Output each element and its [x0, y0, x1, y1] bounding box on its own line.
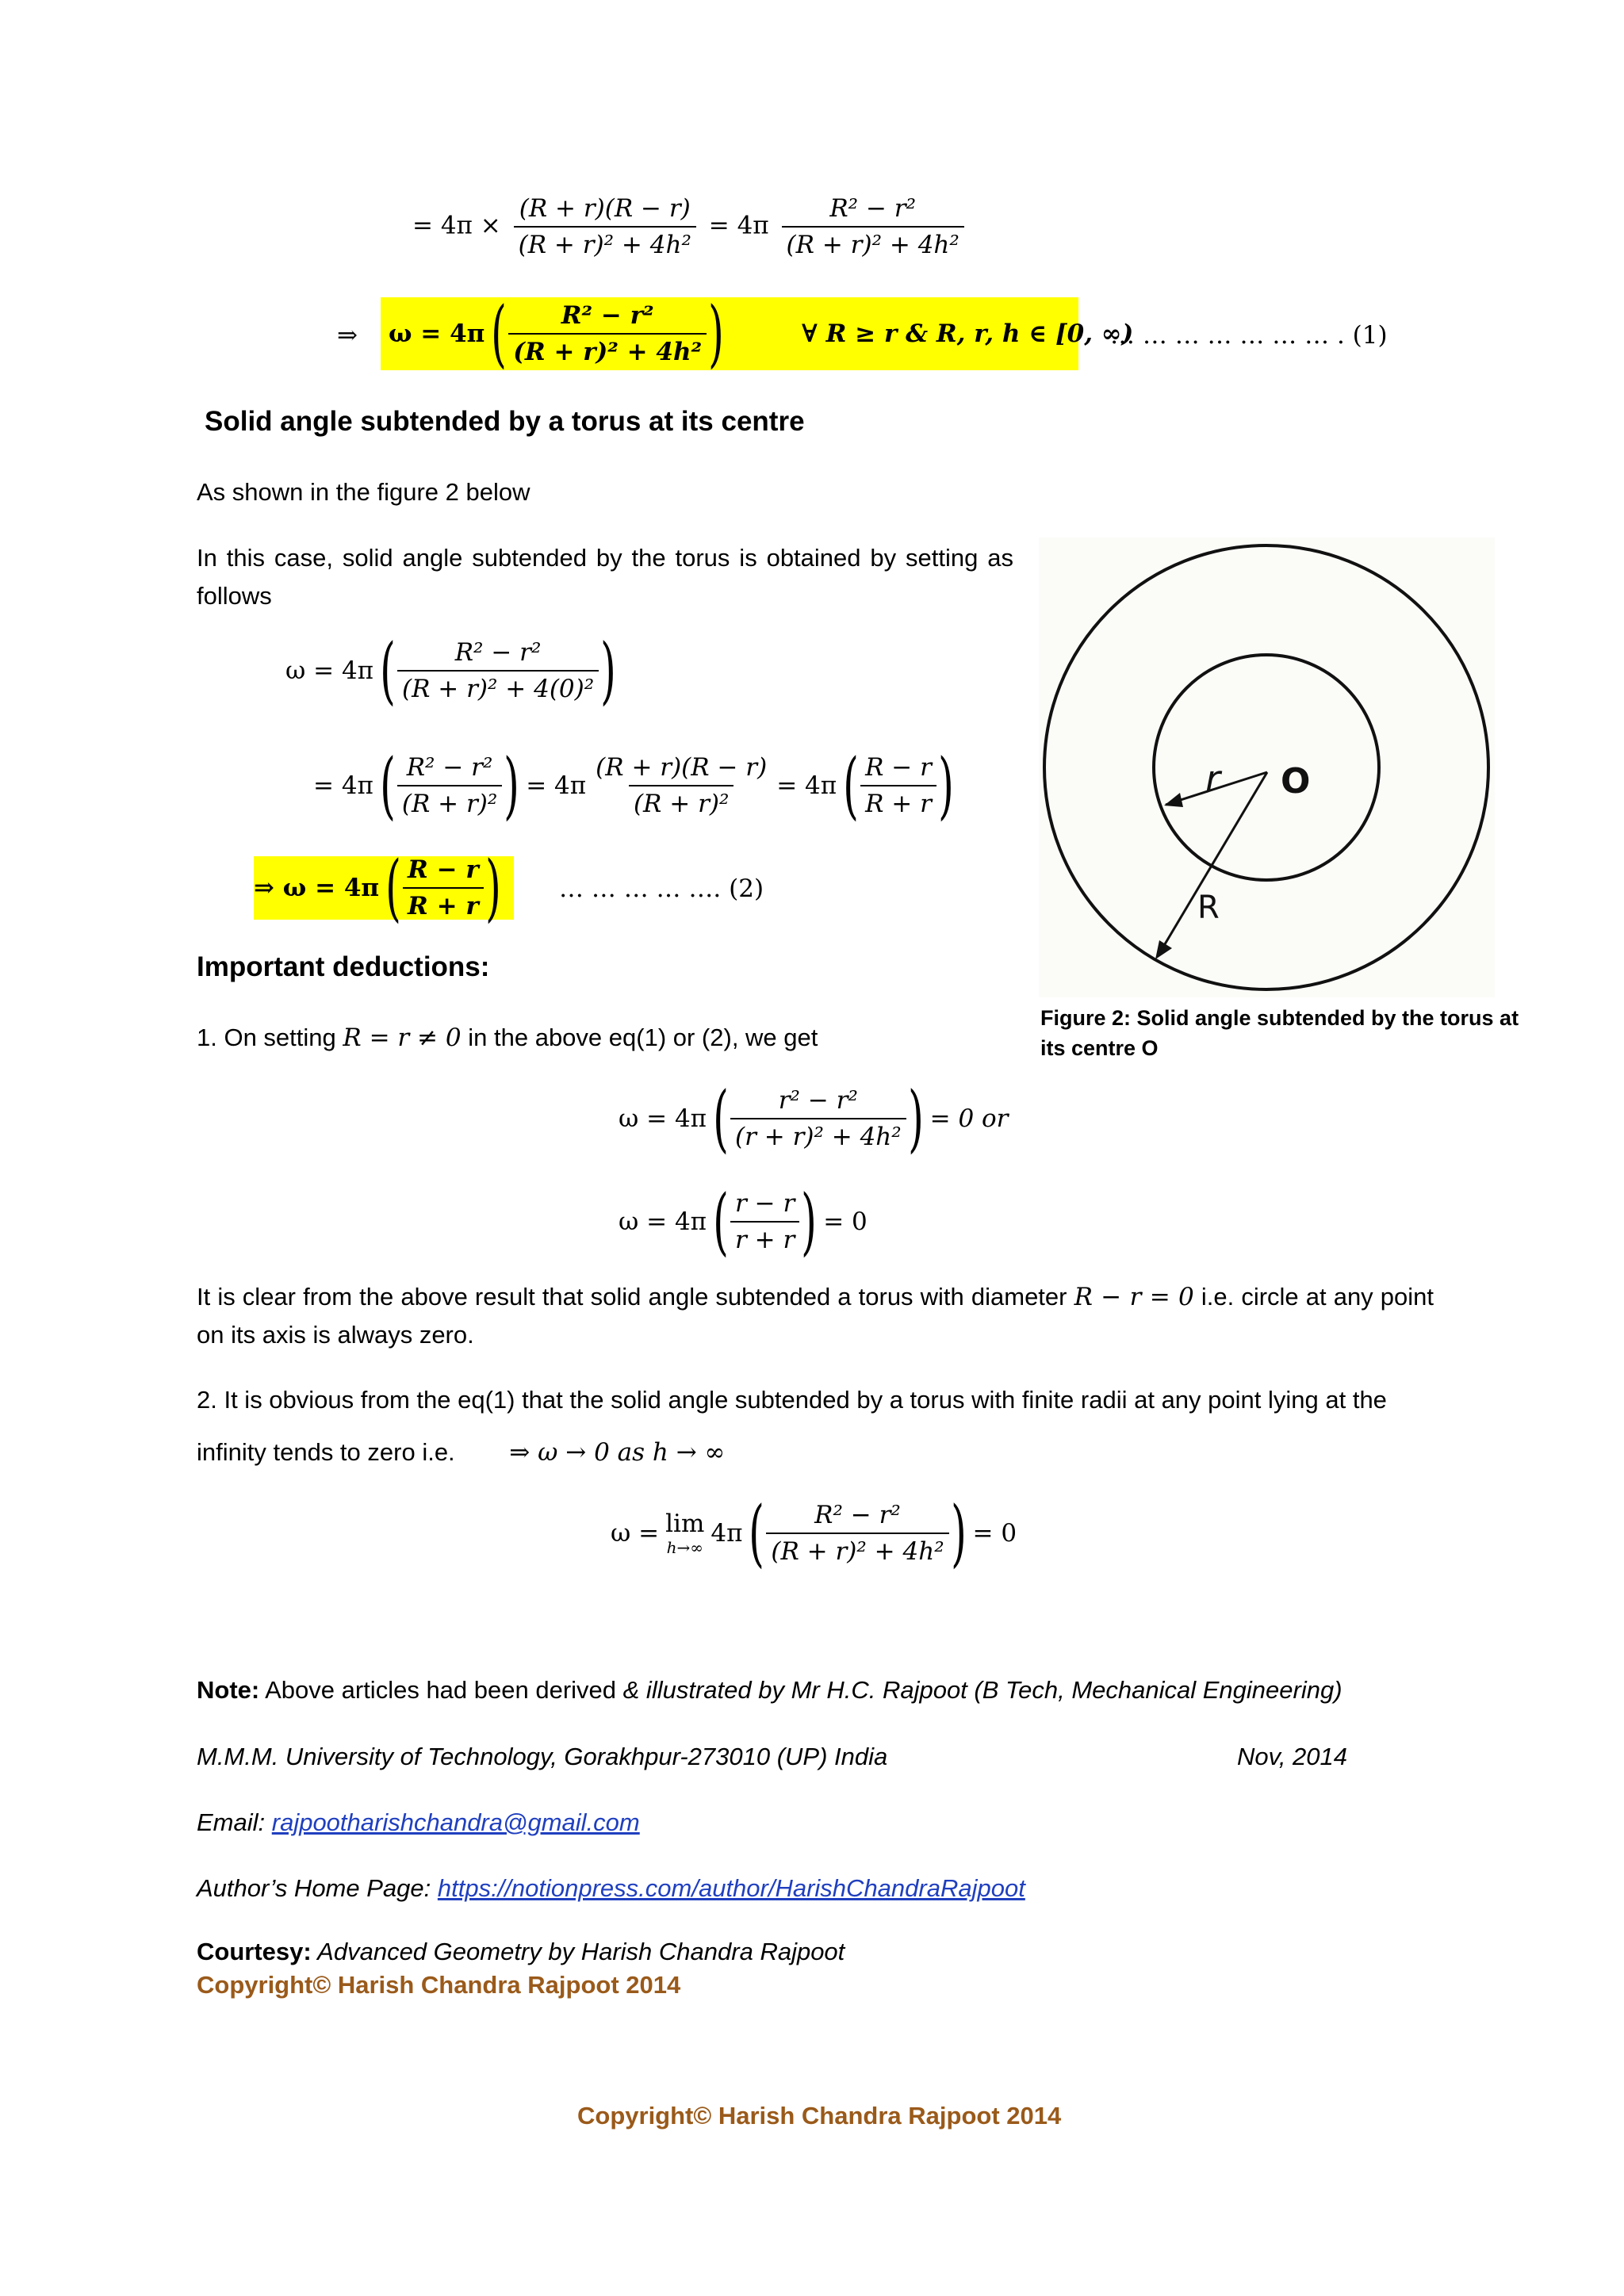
- eq-top-frac2: $\frac{\text{R² − r²}}{\text{(R + r)² + 4h²}}$: [782, 194, 964, 259]
- university: M.M.M. University of Technology, Gorakhpur-273010 (UP) India: [197, 1743, 888, 1770]
- deduction-1: 1. On setting R = r ≠ 0 in the above eq(1) or (2), we get: [197, 1024, 818, 1052]
- equation-2: ⇒ ω = 4π ( $\frac{R - r}{R + r}$ ): [254, 856, 514, 920]
- radius-R-arrowhead: [1155, 940, 1172, 959]
- equation-b: = 4π ( $\frac{\text{R² − r²}}{\text{(R + r)²}}$ ) = 4π $\frac{(R + r)(R - r)}{\text{(R + r)²}}$ = 4π ( $\frac{R - r}{R + r}$ ): [313, 743, 954, 828]
- deductions-title: Important deductions:: [197, 951, 490, 982]
- equation-a: ω = 4π ( $\frac{\text{R² − r²}}{\text{(R + r)² + 4(0)²}}$ ): [285, 628, 616, 713]
- label-r: r: [1205, 757, 1220, 800]
- figure-2: [1039, 538, 1495, 997]
- deduction-2: 2. It is obvious from the eq(1) that the solid angle subtended by a torus with finite radii at any point lying at the: [197, 1386, 1387, 1414]
- equation-1-tag: … … … … … … … . (1): [1110, 321, 1388, 350]
- footer-copyright: Copyright© Harish Chandra Rajpoot 2014: [577, 2102, 1062, 2130]
- equation-c: ω = 4π ( $\frac{\text{r² − r²}}{\text{(r + r)² + 4h²}}$ ) = 0 or: [619, 1076, 1009, 1161]
- torus-diagram: [1039, 538, 1495, 997]
- date: Nov, 2014: [1237, 1743, 1348, 1770]
- equation-2-tag: … … … … …. (2): [559, 874, 764, 903]
- radius-r-arrowhead: [1164, 793, 1183, 807]
- section-title: Solid angle subtended by a torus at its centre: [205, 406, 805, 437]
- copyright: Copyright© Harish Chandra Rajpoot 2014: [197, 1971, 681, 1999]
- note: Note: Above articles had been derived & illustrated by Mr H.C. Rajpoot (B Tech, Mechanical Engineering): [197, 1676, 1342, 1704]
- para-clear: It is clear from the above result that solid angle subtended a torus with diameter R − r = 0 i.e. circle at any point on its axis is always zero.: [197, 1283, 1434, 1349]
- outer-circle: [1044, 545, 1488, 989]
- equation-limit: ω = lim h→∞ 4π ( $\frac{\text{R² − r²}}{\text{(R + r)² + 4h²}}$ ) = 0: [611, 1490, 1017, 1575]
- inner-circle: [1154, 655, 1379, 880]
- label-R: R: [1197, 890, 1220, 926]
- eq-top-frac1: $\frac{(R + r)(R - r)}{\text{(R + r)² + 4h²}}$: [514, 194, 696, 259]
- label-o: O: [1281, 761, 1311, 802]
- eq-top-lead: = 4π ×: [412, 211, 501, 240]
- equation-1-arrow: ⇒: [337, 321, 358, 350]
- equation-top: [412, 194, 969, 259]
- equation-1: ω = 4π ( $\frac{\text{R² − r²}}{\text{(R + r)² + 4h²}}$ ) ∀ R ≥ r & R, r, h ∈ [0, ∞): [381, 297, 1078, 370]
- home-page-link[interactable]: https://notionpress.com/author/HarishChandraRajpoot: [437, 1874, 1025, 1902]
- figure-caption: Figure 2: Solid angle subtended by the torus at its centre O: [1040, 1006, 1519, 1060]
- home-page-line: Author’s Home Page: https://notionpress.com/author/HarishChandraRajpoot: [197, 1874, 1025, 1902]
- deduction-2-line2: infinity tends to zero i.e. ⇒ ω → 0 as h → ∞: [197, 1438, 726, 1467]
- email-line: Email: rajpootharishchandra@gmail.com: [197, 1808, 640, 1836]
- email-link[interactable]: rajpootharishchandra@gmail.com: [271, 1808, 640, 1836]
- para-figure-ref: As shown in the figure 2 below: [197, 478, 530, 506]
- equation-d: ω = 4π ( $\frac{r - r}{r + r}$ ) = 0: [619, 1179, 868, 1264]
- para-setting: In this case, solid angle subtended by the torus is obtained by setting as follows: [197, 544, 1013, 610]
- courtesy: Courtesy: Advanced Geometry by Harish Chandra Rajpoot: [197, 1938, 845, 1965]
- limit-operator: lim h→∞: [665, 1510, 705, 1557]
- eq-top-mid: = 4π: [708, 211, 769, 240]
